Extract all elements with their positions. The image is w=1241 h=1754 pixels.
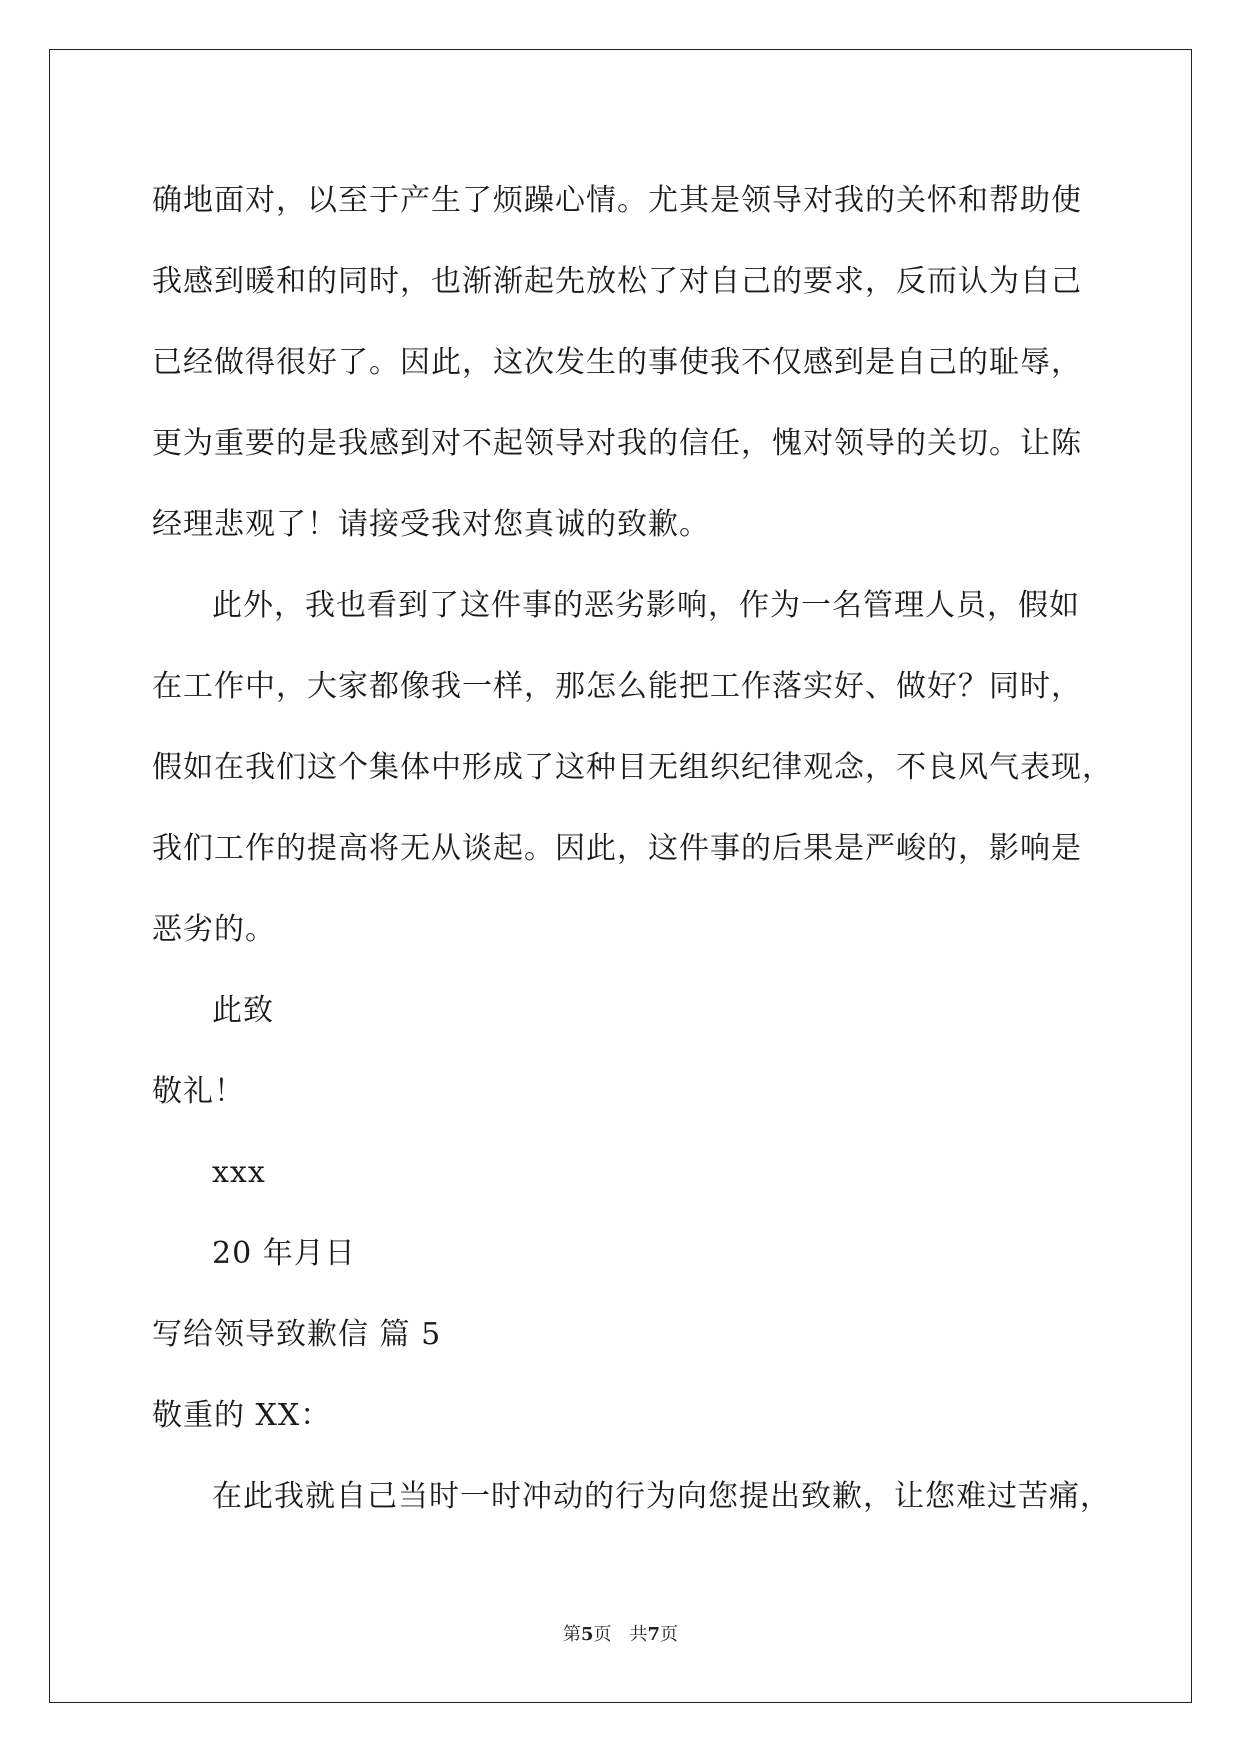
text-line: 更为重要的是我感到对不起领导对我的信任，愧对领导的关切。让陈 bbox=[152, 426, 1082, 461]
greeting: 敬重的 XX： bbox=[152, 1398, 332, 1433]
text-line: 我感到暖和的同时，也渐渐起先放松了对自己的要求，反而认为自己 bbox=[152, 264, 1082, 299]
footer-total-suffix: 页 bbox=[660, 1624, 679, 1645]
footer-page-suffix: 页 bbox=[593, 1624, 612, 1645]
footer-page-number: 5 bbox=[580, 1624, 594, 1645]
footer-total-pages: 7 bbox=[647, 1624, 661, 1645]
footer-prefix: 第 bbox=[562, 1624, 581, 1645]
signature: xxx bbox=[212, 1155, 266, 1190]
footer-total-prefix: 共 bbox=[629, 1624, 648, 1645]
text-line: 假如在我们这个集体中形成了这种目无组织纪律观念，不良风气表现， bbox=[152, 750, 1113, 785]
text-line: 确地面对，以至于产生了烦躁心情。尤其是领导对我的关怀和帮助使 bbox=[152, 183, 1082, 218]
section-title: 写给领导致歉信 篇 5 bbox=[152, 1317, 442, 1352]
paragraph-start: 此外，我也看到了这件事的恶劣影响，作为一名管理人员，假如 bbox=[212, 588, 1080, 623]
text-line: 经理悲观了！请接受我对您真诚的致歉。 bbox=[152, 507, 710, 542]
text-line: 恶劣的。 bbox=[152, 912, 276, 947]
text-line: 在工作中，大家都像我一样，那怎么能把工作落实好、做好？同时， bbox=[152, 669, 1082, 704]
paragraph-start: 在此我就自己当时一时冲动的行为向您提出致歉，让您难过苦痛， bbox=[212, 1479, 1111, 1514]
page-footer bbox=[0, 1620, 1241, 1646]
text-line: 已经做得很好了。因此，这次发生的事使我不仅感到是自己的耻辱， bbox=[152, 345, 1082, 380]
document-body bbox=[152, 160, 1112, 1537]
date-line: 20 年月日 bbox=[212, 1236, 356, 1271]
text-line: 我们工作的提高将无从谈起。因此，这件事的后果是严峻的，影响是 bbox=[152, 831, 1082, 866]
closing-salutation: 此致 bbox=[212, 993, 274, 1028]
closing-regards: 敬礼！ bbox=[152, 1074, 245, 1109]
